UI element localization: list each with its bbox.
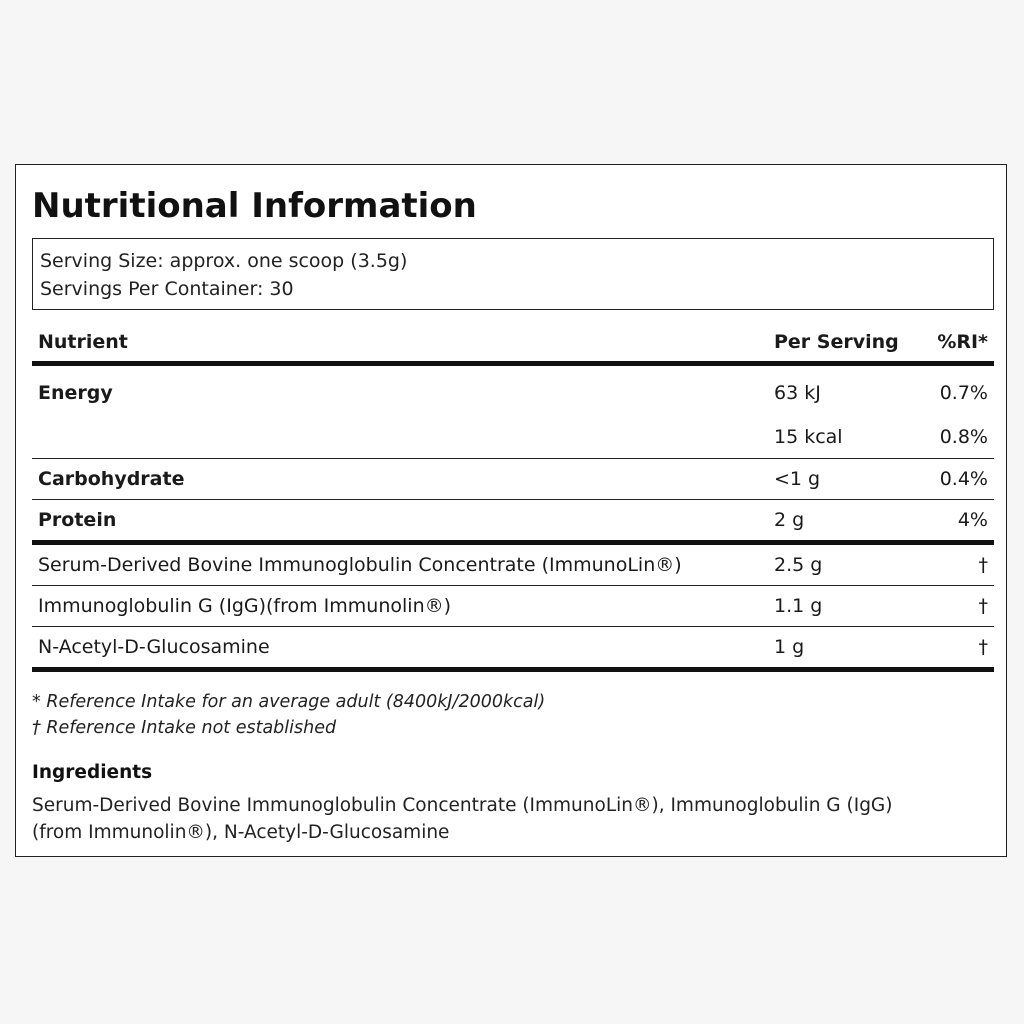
table-row-energy-kcal <box>32 420 994 459</box>
table-header-row <box>32 323 994 364</box>
table-row-igg <box>32 586 994 627</box>
footnote-reference-intake: * Reference Intake for an average adult (8400kJ/2000kcal) <box>32 692 546 712</box>
nutrition-label-panel <box>15 164 1007 857</box>
energy-kcal-ri: 0.8% <box>906 420 994 459</box>
nutrient-name-igg: Immunoglobulin G (IgG)(from Immunolin®) <box>32 586 768 627</box>
table-row-glucosamine <box>32 627 994 670</box>
energy-kcal-spacer <box>32 420 768 459</box>
immunolin-value: 2.5 g <box>768 543 906 586</box>
serving-size: Serving Size: approx. one scoop (3.5g) <box>40 250 408 272</box>
footnote-not-established: † Reference Intake not established <box>32 718 337 738</box>
ingredients-heading: Ingredients <box>32 762 153 783</box>
glucosamine-value: 1 g <box>768 627 906 670</box>
nutrition-table <box>32 323 994 672</box>
energy-kj-value: 63 kJ <box>774 382 821 404</box>
table-row-energy-kj <box>32 364 994 421</box>
ingredients-text: Serum-Derived Bovine Immunoglobulin Concentrate (ImmunoLin®), Immunoglobulin G (IgG)(from Immunolin®), N-Acetyl-D-Glucosamine <box>32 795 893 843</box>
protein-ri: 4% <box>906 500 994 543</box>
serving-info-box <box>32 238 994 310</box>
glucosamine-ri: † <box>906 627 994 670</box>
servings-per-container: Servings Per Container: 30 <box>40 278 294 300</box>
header-nutrient: Nutrient <box>32 323 768 364</box>
immunolin-ri: † <box>906 543 994 586</box>
igg-value: 1.1 g <box>768 586 906 627</box>
table-row-carbohydrate <box>32 459 994 500</box>
footnotes <box>32 689 545 741</box>
nutrient-name-energy: Energy <box>38 382 113 404</box>
page-title: Nutritional Information <box>32 186 477 226</box>
nutrient-name-immunolin: Serum-Derived Bovine Immunoglobulin Concentrate (ImmunoLin®) <box>32 543 768 586</box>
nutrient-name-glucosamine: N-Acetyl-D-Glucosamine <box>32 627 768 670</box>
carbohydrate-ri: 0.4% <box>906 459 994 500</box>
igg-ri: † <box>906 586 994 627</box>
protein-value: 2 g <box>768 500 906 543</box>
header-ri: %RI* <box>906 323 994 364</box>
energy-kcal-value: 15 kcal <box>768 420 906 459</box>
table-row-immunolin <box>32 543 994 586</box>
header-per-serving: Per Serving <box>768 323 906 364</box>
nutrient-name-carbohydrate: Carbohydrate <box>32 459 768 500</box>
carbohydrate-value: <1 g <box>768 459 906 500</box>
energy-kj-ri: 0.7% <box>939 382 988 404</box>
table-row-protein <box>32 500 994 543</box>
nutrient-name-protein: Protein <box>32 500 768 543</box>
